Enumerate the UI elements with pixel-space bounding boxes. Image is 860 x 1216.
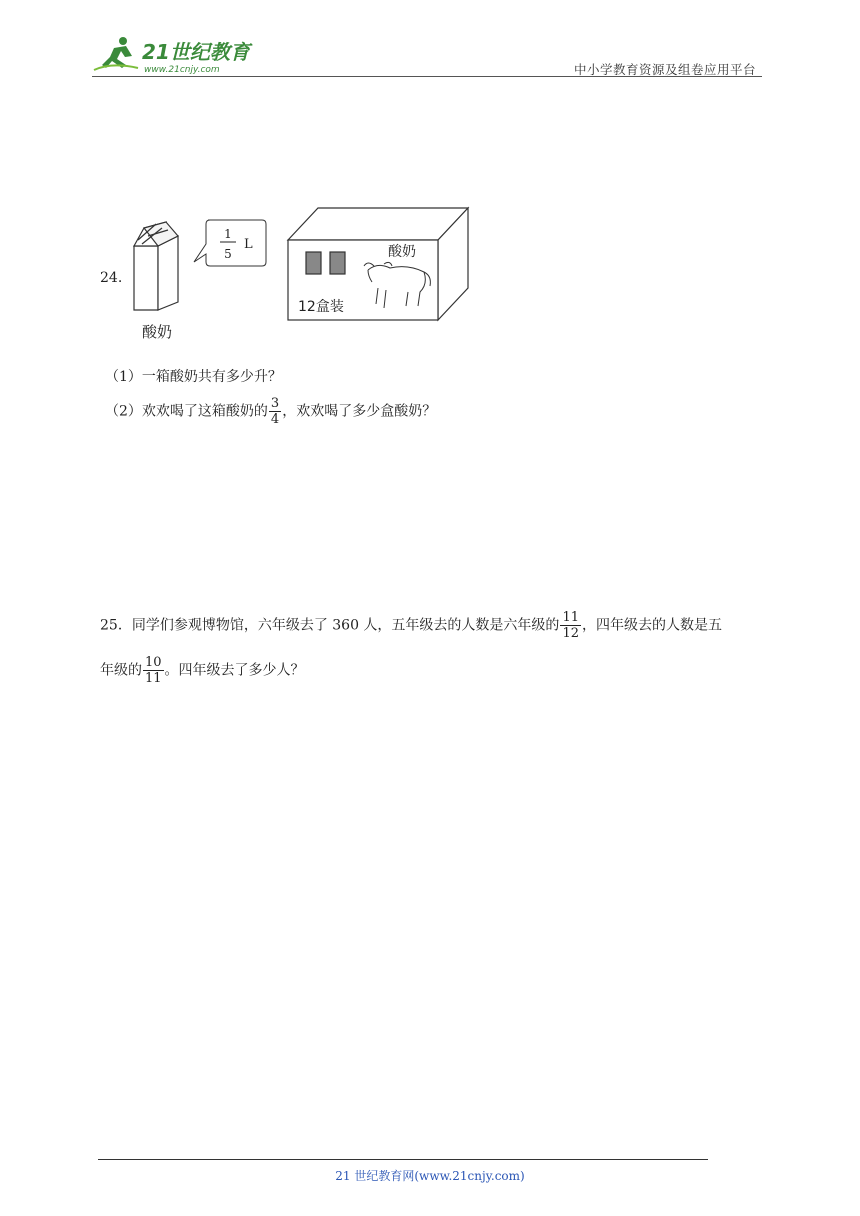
question-24-number: 24.	[100, 270, 123, 286]
fraction-ten-elevenths	[143, 655, 164, 686]
fraction-three-quarters	[269, 396, 281, 427]
fraction-denominator: 11	[145, 671, 162, 686]
fraction-numerator: 3	[270, 396, 280, 411]
box-count: 12盒装	[298, 299, 344, 315]
site-logo	[92, 32, 262, 80]
bubble-denominator: 5	[224, 247, 232, 261]
platform-name: 中小学教育资源及组卷应用平台	[573, 62, 756, 77]
fraction-eleven-twelfths	[560, 610, 581, 641]
fraction-denominator: 12	[562, 626, 579, 641]
runner-icon	[94, 37, 138, 70]
box-label: 酸奶	[388, 244, 416, 260]
bubble-unit: L	[244, 237, 253, 252]
yogurt-carton-icon	[134, 222, 178, 310]
bubble-numerator: 1	[224, 227, 232, 241]
fraction-numerator: 11	[562, 610, 579, 625]
q25-line2-before: 年级的	[100, 662, 142, 679]
question-24-part-2	[105, 396, 436, 427]
footer-link[interactable]: 21 世纪教育网(www.21cnjy.com)	[335, 1169, 525, 1183]
logo-text: 21世纪教育	[142, 40, 250, 64]
carton-label: 酸奶	[142, 323, 173, 341]
speech-bubble	[194, 220, 266, 266]
q25-line2-after: 。四年级去了多少人？	[164, 662, 305, 679]
question-24-part-1: （1）一箱酸奶共有多少升？	[105, 369, 282, 385]
logo-url: www.21cnjy.com	[144, 65, 220, 75]
question-25-line-2	[100, 655, 305, 686]
yogurt-figure	[128, 206, 478, 346]
q25-line1-after: ，四年级去的人数是五	[581, 617, 722, 634]
q25-line1-before: 25．同学们参观博物馆，六年级去了 360 人，五年级去的人数是六年级的	[100, 617, 560, 634]
q24-part2-after: ，欢欢喝了多少盒酸奶？	[282, 403, 437, 420]
question-25-line-1	[100, 610, 722, 641]
q24-part2-before: （2）欢欢喝了这箱酸奶的	[105, 403, 268, 420]
footer-divider	[98, 1159, 708, 1160]
header-divider	[92, 76, 762, 77]
fraction-numerator: 10	[145, 655, 162, 670]
fraction-denominator: 4	[270, 412, 280, 427]
